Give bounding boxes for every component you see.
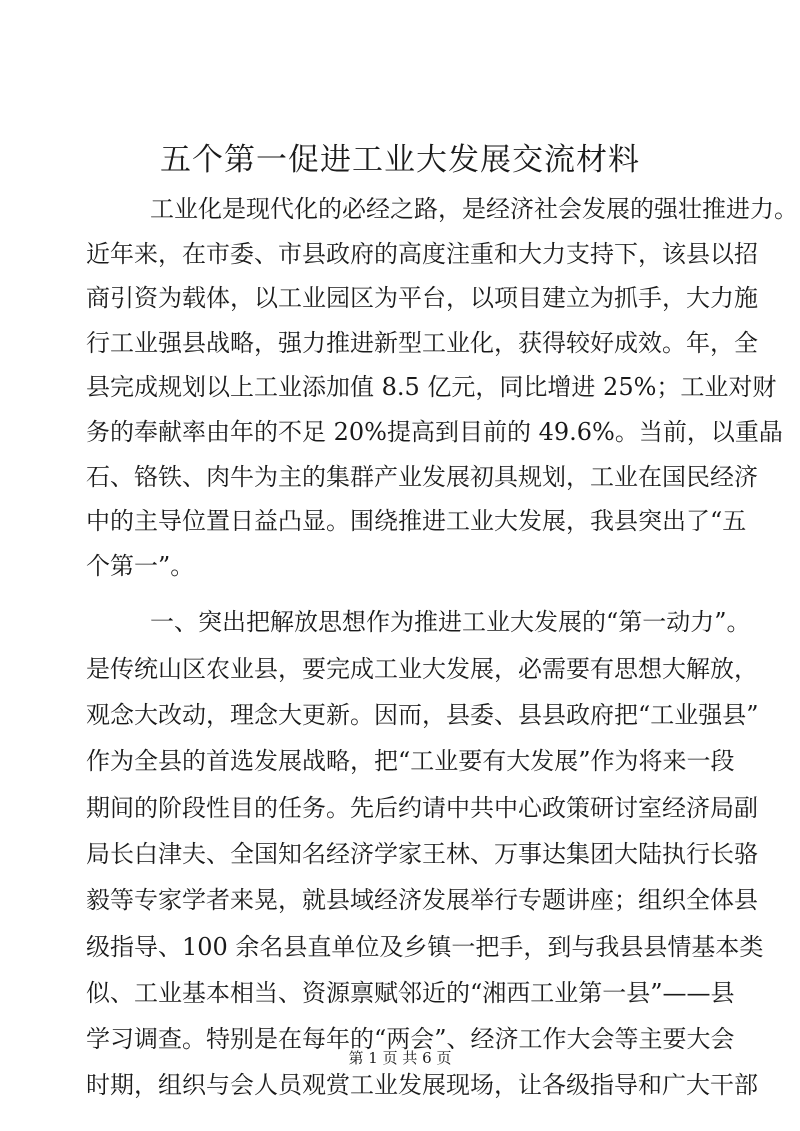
- paragraph-line: 务的奉献率由年的不足 20%提高到目前的 49.6%。当前，以重晶: [86, 418, 783, 446]
- paragraph-line: 学习调查。特别是在每年的“两会”、经济工作大会等主要大会: [86, 1025, 735, 1054]
- paragraph-line: 工业化是现代化的必经之路，是经济社会发展的强壮推进力。: [150, 195, 798, 223]
- page-footer: 第 1 页 共 6 页: [348, 1049, 452, 1067]
- paragraph-line: 行工业强县战略，强力推进新型工业化，获得较好成效。年，全: [86, 328, 758, 357]
- paragraph-line: 毅等专家学者来晃，就县域经济发展举行专题讲座；组织全体县: [86, 886, 758, 915]
- paragraph-line: 个第一”。: [86, 551, 195, 580]
- paragraph-line: 石、铬铁、肉牛为主的集群产业发展初具规划，工业在国民经济: [86, 462, 758, 491]
- paragraph-line: 时期，组织与会人员观赏工业发展现场，让各级指导和广大干部: [86, 1071, 758, 1100]
- paragraph-line: 是传统山区农业县，要完成工业大发展，必需要有思想大解放，: [86, 654, 758, 683]
- paragraph-line: 局长白津夫、全国知名经济学家王林、万事达集团大陆执行长骆: [86, 839, 758, 868]
- document-title: 五个第一促进工业大发展交流材料: [160, 142, 640, 178]
- paragraph-line: 近年来，在市委、市县政府的高度注重和大力支持下，该县以招: [86, 239, 758, 268]
- paragraph-line: 商引资为载体，以工业园区为平台，以项目建立为抓手，大力施: [86, 284, 758, 313]
- paragraph-line: 级指导、100 余名县直单位及乡镇一把手，到与我县县情基本类: [86, 932, 764, 961]
- paragraph-line: 观念大改动，理念大更新。因而，县委、县县政府把“工业强县”: [86, 701, 759, 729]
- paragraph-line: 期间的阶段性目的任务。先后约请中共中心政策研讨室经济局副: [86, 793, 758, 822]
- paragraph-line: 县完成规划以上工业添加值 8.5 亿元，同比增进 25%；工业对财: [86, 373, 777, 402]
- paragraph-line: 作为全县的首选发展战略，把“工业要有大发展”作为将来一段: [86, 747, 735, 776]
- paragraph-line: 一、突出把解放思想作为推进工业大发展的“第一动力”。: [150, 608, 751, 637]
- paragraph-line: 似、工业基本相当、资源禀赋邻近的“湘西工业第一县”——县: [86, 978, 735, 1007]
- paragraph-line: 中的主导位置日益凸显。围绕推进工业大发展，我县突出了“五: [86, 507, 747, 536]
